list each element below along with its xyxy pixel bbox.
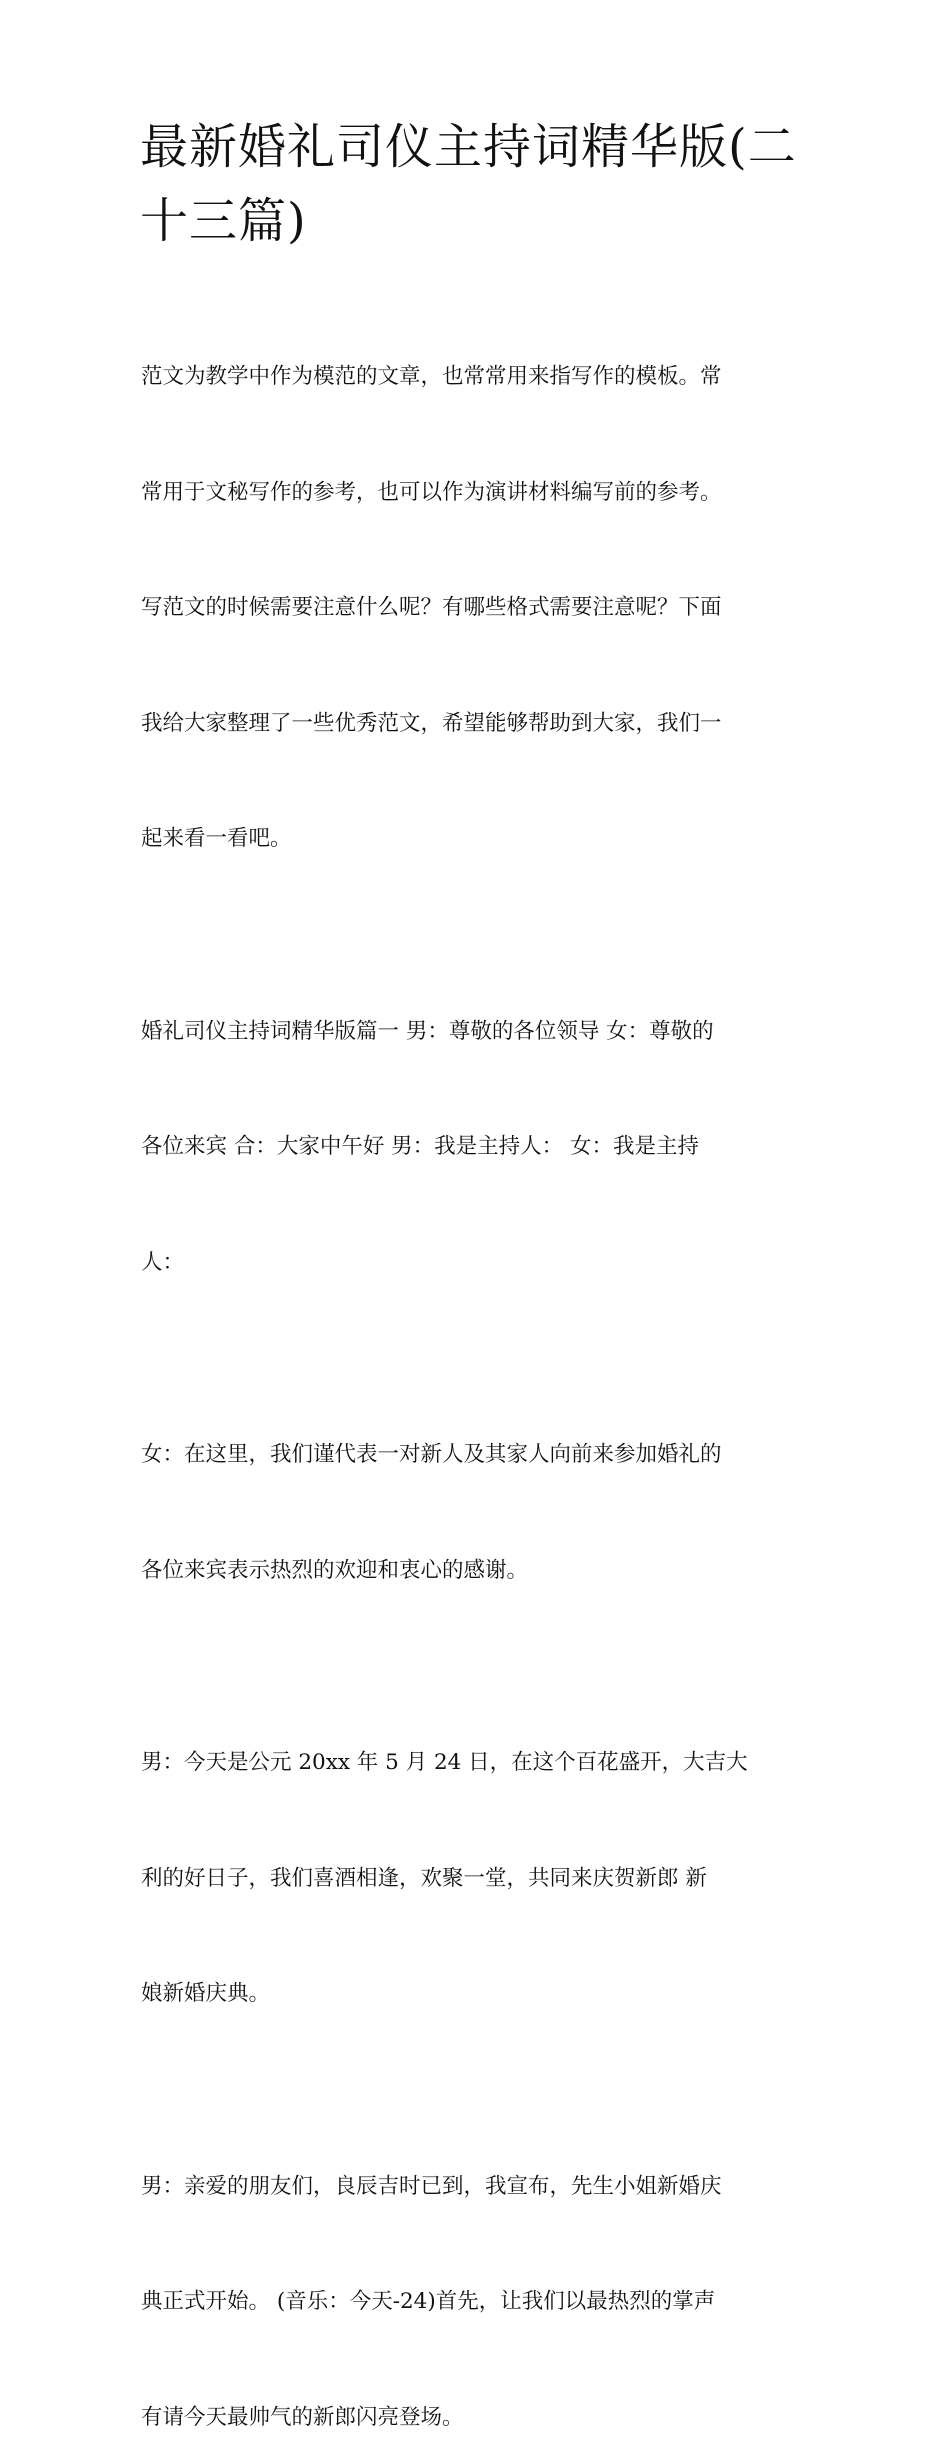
paragraph-ceremony-start — [141, 2091, 821, 2458]
paragraph-date — [141, 1667, 821, 2091]
title-line: 十三篇) — [140, 184, 820, 258]
text-line: 各位来宾表示热烈的欢迎和衷心的感谢。 — [141, 1552, 821, 1591]
paragraph-welcome — [141, 1359, 821, 1667]
text-line: 起来看一看吧。 — [141, 820, 821, 859]
text-line: 婚礼司仪主持词精华版篇一 男：尊敬的各位领导 女：尊敬的 — [141, 1013, 821, 1052]
text-line: 典正式开始。 (音乐：今天-24)首先，让我们以最热烈的掌声 — [141, 2283, 821, 2322]
text-line: 我给大家整理了一些优秀范文，希望能够帮助到大家，我们一 — [141, 705, 821, 744]
text-line: 男：今天是公元 20xx 年 5 月 24 日，在这个百花盛开，大吉大 — [141, 1744, 821, 1783]
text-line: 写范文的时候需要注意什么呢？有哪些格式需要注意呢？下面 — [141, 589, 821, 628]
text-line: 各位来宾 合：大家中午好 男：我是主持人： 女：我是主持 — [141, 1128, 821, 1167]
text-line: 人： — [141, 1244, 821, 1283]
document-body — [141, 281, 821, 2458]
text-line: 女：在这里，我们谨代表一对新人及其家人向前来参加婚礼的 — [141, 1436, 821, 1475]
text-line: 利的好日子，我们喜酒相逢，欢聚一堂，共同来庆贺新郎 新 — [141, 1860, 821, 1899]
paragraph-intro — [141, 281, 821, 936]
text-line: 娘新婚庆典。 — [141, 1975, 821, 2014]
document-title — [140, 110, 820, 258]
title-line: 最新婚礼司仪主持词精华版(二 — [140, 110, 820, 184]
text-line: 范文为教学中作为模范的文章，也常常用来指写作的模板。常 — [141, 358, 821, 397]
paragraph-opening — [141, 936, 821, 1360]
text-line: 常用于文秘写作的参考，也可以作为演讲材料编写前的参考。 — [141, 474, 821, 513]
text-line: 有请今天最帅气的新郎闪亮登场。 — [141, 2399, 821, 2438]
text-line: 男：亲爱的朋友们，良辰吉时已到，我宣布，先生小姐新婚庆 — [141, 2168, 821, 2207]
